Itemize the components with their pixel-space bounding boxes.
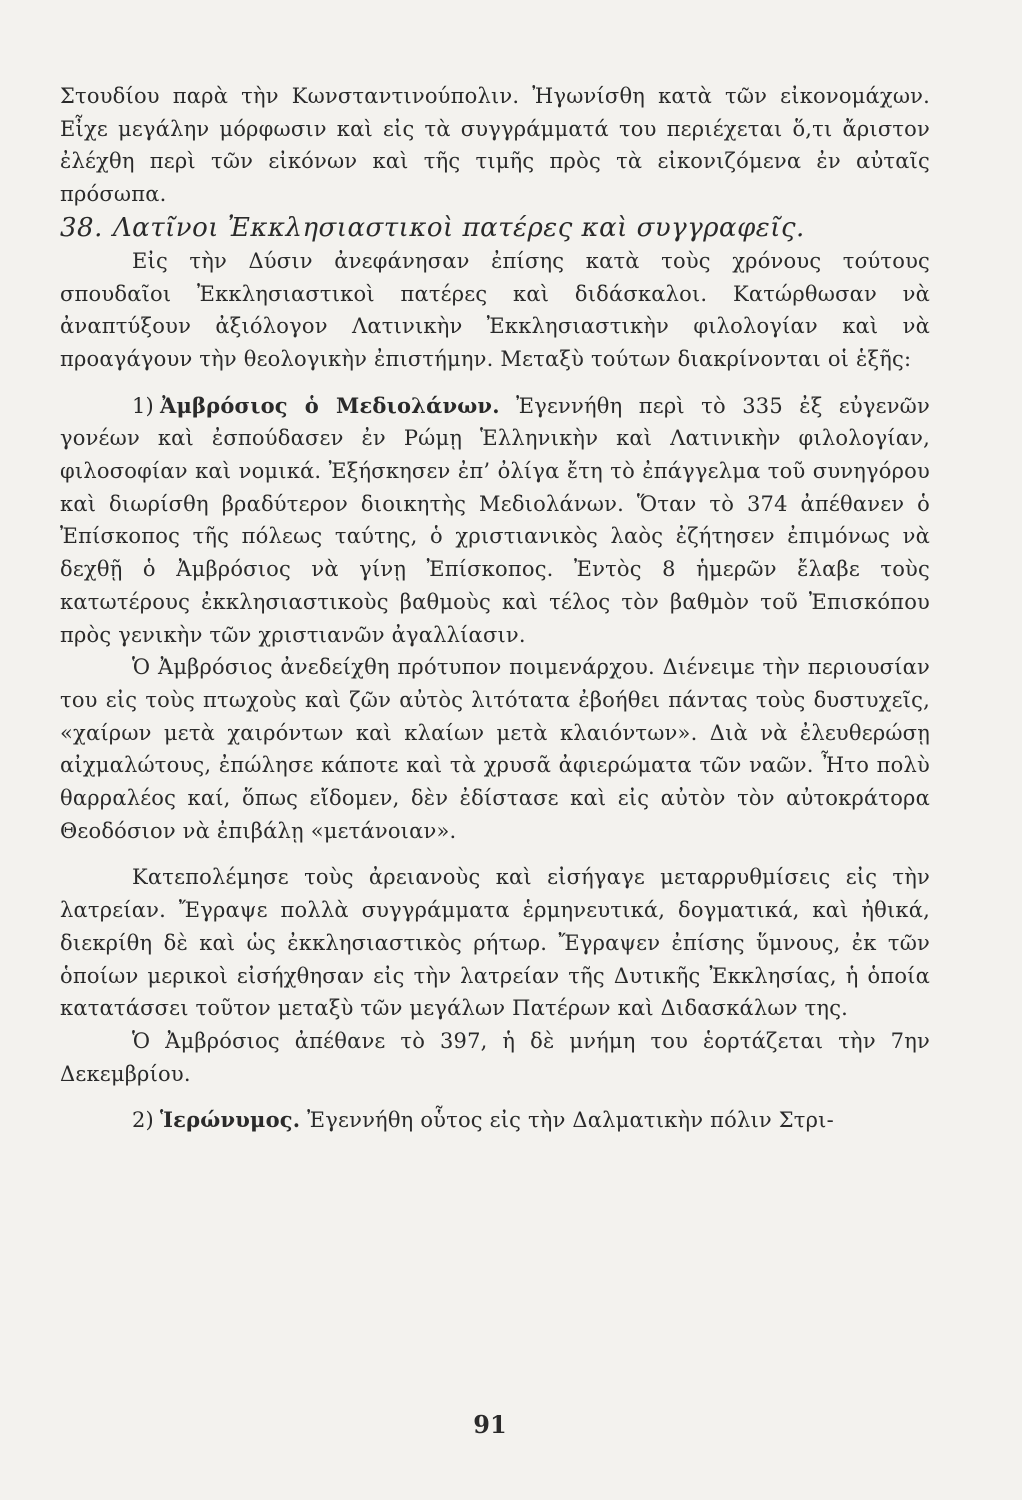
paragraph-ambrose-writings: Κατεπολέμησε τοὺς ἀρειανοὺς καὶ εἰσήγαγε μεταρρυθμίσεις εἰς τὴν λατρείαν. Ἔγραψε πολλὰ συγγράμματα ἑρμηνευτικά, δογματικά, καὶ ἠθικά, διεκρίθη δὲ καὶ ὡς ἐκκλησιαστικὸς ρήτωρ. Ἔγραψεν ἐπίσης ὕμνους, ἐκ τῶν ὁποίων μερικοὶ εἰσήχθησαν εἰς τὴν λατρείαν τῆς Δυτικῆς Ἐκκλησίας, ἡ ὁποία κατατάσσει τοῦτον μεταξὺ τῶν μεγάλων Πατέρων καὶ Διδασκάλων της. [60,865,930,1021]
item-number: 2) [132,1108,154,1133]
paragraph-intro-latin-fathers: Εἰς τὴν Δύσιν ἀνεφάνησαν ἐπίσης κατὰ τοὺς χρόνους τούτους σπουδαῖοι Ἐκκλησιαστικοὶ πατέρες καὶ διδάσκαλοι. Κατώρθωσαν νὰ ἀναπτύξουν ἀξιόλογον Λατινικὴν Ἐκκλησιαστικὴν φιλολογίαν καὶ νὰ προαγάγουν τὴν θεολογικὴν ἐπιστήμην. Μεταξὺ τούτων διακρίνονται οἱ ἑξῆς: [60,248,930,371]
body-text [60,80,930,1137]
item-ambrose [60,390,930,652]
item-name: Ἀμβρόσιος ὁ Μεδιολάνων. [159,392,500,418]
section-title: Λατῖνοι Ἐκκλησιαστικοὶ πατέρες καὶ συγγραφεῖς. [112,212,805,243]
item-jerome [60,1104,930,1137]
paragraph-theodore-continued: Στουδίου παρὰ τὴν Κωνσταντινούπολιν. Ἠγωνίσθη κατὰ τῶν εἰκονομάχων. Εἶχε μεγάλην μόρφωσιν καὶ εἰς τὰ συγγράμματά του περιέχεται ὅ,τι ἄριστον ἐλέχθη περὶ τῶν εἰκόνων καὶ τῆς τιμῆς πρὸς τὰ εἰκονιζόμενα ἐν αὐταῖς πρόσωπα. [60,84,930,207]
section-heading [60,211,930,245]
item-number: 1) [132,393,154,418]
item-text: Ἐγεννήθη οὗτος εἰς τὴν Δαλματικὴν πόλιν Στρι- [307,1108,834,1133]
item-text: Ἐγεννήθη περὶ τὸ 335 ἐξ εὐγενῶν γονέων καὶ ἐσπούδασεν ἐν Ρώμῃ Ἑλληνικὴν καὶ Λατινικὴν φιλολογίαν, φιλοσοφίαν καὶ νομικά. Ἐξήσκησεν ἐπ’ ὀλίγα ἔτη τὸ ἐπάγγελμα τοῦ συνηγόρου καὶ διωρίσθη βραδύτερον διοικητὴς Μεδιολάνων. Ὅταν τὸ 374 ἀπέθανεν ὁ Ἐπίσκοπος τῆς πόλεως ταύτης, ὁ χριστιανικὸς λαὸς ἐζήτησεν ἐπιμόνως νὰ δεχθῇ ὁ Ἀμβρόσιος νὰ γίνῃ Ἐπίσκοπος. Ἐντὸς 8 ἡμερῶν ἔλαβε τοὺς κατωτέρους ἐκκλησιαστικοὺς βαθμοὺς καὶ τέλος τὸν βαθμὸν τοῦ Ἐπισκόπου πρὸς γενικὴν τῶν χριστιανῶν ἀγαλλίασιν. [60,393,930,647]
paragraph-ambrose-shepherd: Ὁ Ἀμβρόσιος ἀνεδείχθη πρότυπον ποιμενάρχου. Διένειμε τὴν περιουσίαν του εἰς τοὺς πτωχοὺς καὶ ζῶν αὐτὸς λιτότατα ἐβοήθει πάντας τοὺς δυστυχεῖς, «χαίρων μετὰ χαιρόντων καὶ κλαίων μετὰ κλαιόντων». Διὰ νὰ ἐλευθερώσῃ αἰχμαλώτους, ἐπώλησε κάποτε καὶ τὰ χρυσᾶ ἀφιερώματα τῶν ναῶν. Ἦτο πολὺ θαρραλέος καί, ὅπως εἴδομεν, δὲν ἐδίστασε καὶ εἰς αὐτὸν τὸν αὐτοκράτορα Θεοδόσιον νὰ ἐπιβάλῃ «μετάνοιαν». [60,655,930,843]
page-number: 91 [473,1410,507,1439]
item-name: Ἱερώνυμος. [159,1107,301,1133]
paragraph-ambrose-death: Ὁ Ἀμβρόσιος ἀπέθανε τὸ 397, ἡ δὲ μνήμη του ἑορτάζεται τὴν 7ην Δεκεμβρίου. [60,1028,930,1086]
section-number: 38. [60,212,103,243]
